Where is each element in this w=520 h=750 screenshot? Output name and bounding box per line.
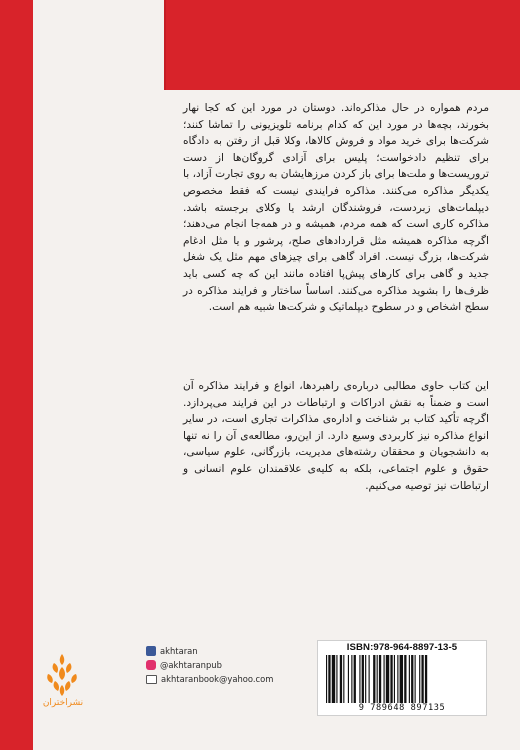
publisher-logo-icon (43, 640, 81, 720)
barcode-icon (326, 655, 478, 703)
instagram-link[interactable] (146, 658, 306, 672)
back-cover-paragraph-2 (183, 378, 489, 494)
publisher-name: نشراختران (42, 698, 84, 708)
left-red-band (0, 0, 33, 750)
instagram-icon (146, 660, 156, 670)
top-red-panel (166, 0, 520, 90)
email-link[interactable] (146, 672, 306, 686)
email-icon (146, 675, 157, 684)
facebook-handle: akhtaran (160, 646, 198, 656)
paragraph-text: مردم همواره در حال مذاکره‌اند. دوستان در مورد این که کجا نهار بخورند، بچه‌ها در مورد این که کدام برنامه تلویزیونی را تماشا کنند؛ شرکت‌ها برای خرید مواد و فروش کالاها، وکلا قبل از رفتن به دادگاه برای تنظیم دادخواست؛ پلیس برای آزادی گروگان‌ها از دست تروریست‌ها و ملت‌ها برای باز کردن مرزهایشان به روی تجارت آزاد، با یکدیگر مذاکره می‌کنند. مذاکره فرایندی نیست که فقط مخصوص دیپلمات‌های زبردست، فروشندگان ارشد یا وکلای برجسته باشد. مذاکره کاری است که همه مردم، همیشه و در همه‌جا انجام می‌دهند؛ اگرچه مذاکره همیشه مثل قراردادهای صلح، پرشور و یا مثل ادغام شرکت‌ها، بزرگ نیست. افراد گاهی برای چیزهای مهم مثل یک شغل جدید و گاهی برای کارهای پیش‌پا افتاده مانند این که چه کسی باید ظرف‌ها را بشوید مذاکره می‌کنند. اساساً ساختار و فرایند مذاکره در سطح اشخاص و در سطوح دیپلماتیک و شرکت‌ها شبیه هم است. (183, 102, 489, 314)
social-links (146, 644, 306, 686)
instagram-handle: @akhtaranpub (160, 660, 222, 670)
isbn-barcode-box (317, 640, 487, 716)
email-address: akhtaranbook@yahoo.com (161, 674, 274, 684)
back-cover-paragraph-1 (183, 100, 489, 316)
facebook-icon (146, 646, 156, 656)
paragraph-text: این کتاب حاوی مطالبی درباره‌ی راهبردها، انواع و فرایند مذاکره آن است و ضمناً به نقش ادراکات و ارتباطات در این فرایند می‌پردازد. اگرچه تأکید کتاب بر شناخت و اداره‌ی مذاکرات تجاری است، در سایر انواع مذاکره نیز کاربردی وسیع دارد. از این‌رو، مطالعه‌ی آن را نه تنها به دانشجویان و محققان رشته‌های مدیریت، بازرگانی، علوم سیاسی، حقوق و علوم اجتماعی، بلکه به کلیه‌ی علاقمندان علوم انسانی و ارتباطات نیز توصیه می‌کنیم. (183, 380, 489, 492)
facebook-link[interactable] (146, 644, 306, 658)
isbn-label: ISBN:978-964-8897-13-5 (346, 642, 458, 653)
barcode-digits: 9 789648 897135 (358, 703, 446, 713)
